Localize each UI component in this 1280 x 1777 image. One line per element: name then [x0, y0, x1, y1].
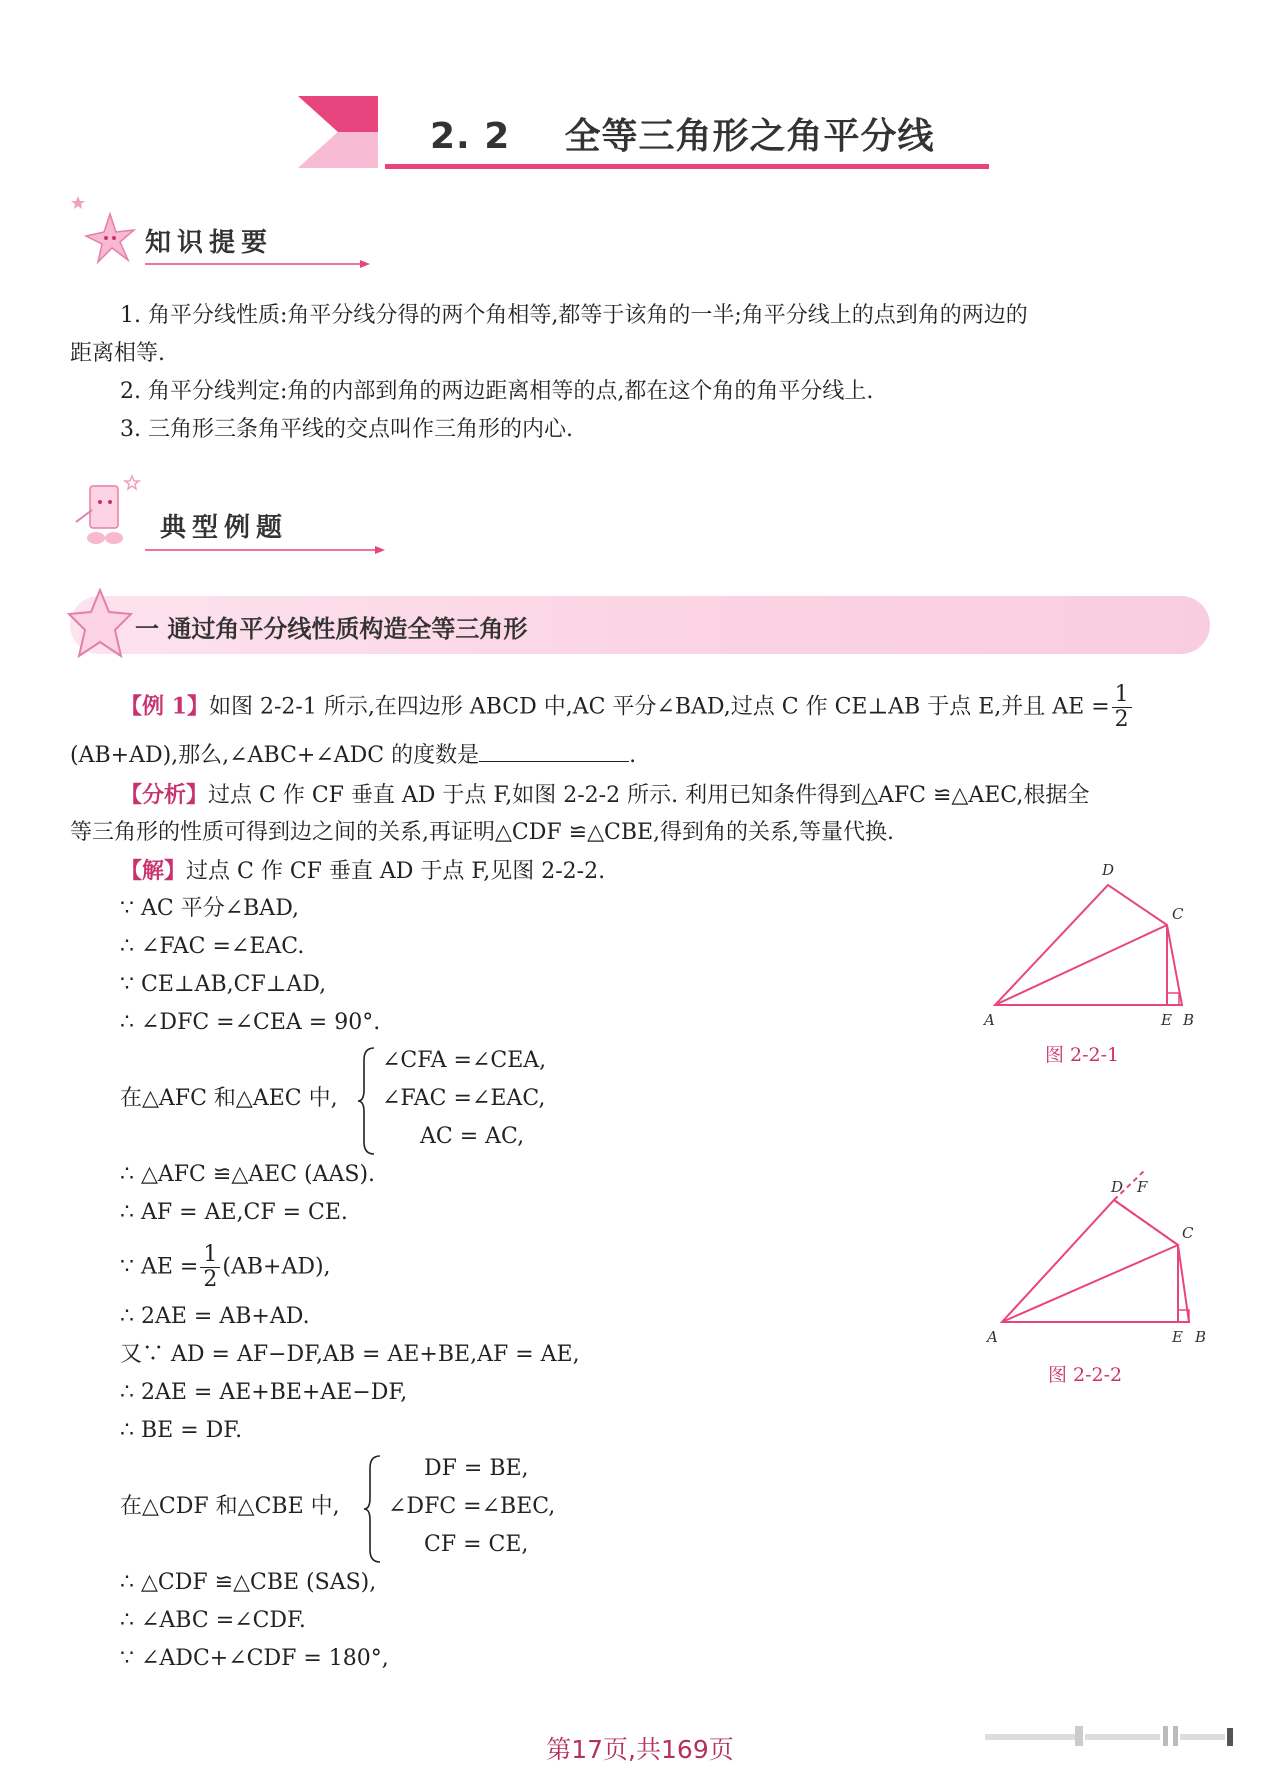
knowledge-item-2: 2. 角平分线判定:角的内部到角的两边距离相等的点,都在这个角的角平分线上.	[120, 379, 874, 404]
proof-step: ∴ BE = DF.	[120, 1418, 243, 1443]
proof-step-fraction	[120, 1243, 331, 1292]
example-1-text-2: (AB+AD),那么,∠ABC+∠ADC 的度数是	[70, 743, 480, 768]
system-2-row: DF = BE,	[424, 1456, 529, 1481]
analysis-line-2: 等三角形的性质可得到边之间的关系,再证明△CDF ≌△CBE,得到角的关系,等量代换.	[70, 820, 895, 845]
proof-step: ∵ ∠ADC+∠CDF = 180°,	[120, 1646, 389, 1671]
proof-step-fraction-suffix: (AB+AD),	[222, 1254, 331, 1280]
knowledge-header	[70, 192, 310, 262]
title-banner-icon	[298, 96, 378, 168]
knowledge-heading: 知识提要	[145, 228, 274, 258]
example-1-text: 如图 2-2-1 所示,在四边形 ABCD 中,AC 平分∠BAD,过点 C 作 CE⊥AB 于点 E,并且 AE =	[208, 694, 1110, 720]
heading-underline-arrow	[145, 260, 370, 268]
fig1-label-b: B	[1183, 1011, 1195, 1029]
example-1-line-1	[120, 683, 1134, 732]
page-counter: 第17页,共169页	[546, 1735, 734, 1764]
system-2-row: CF = CE,	[424, 1532, 529, 1557]
proof-step: ∵ AC 平分∠BAD,	[120, 896, 300, 921]
solution-intro-text: 过点 C 作 CF 垂直 AD 于点 F,见图 2-2-2.	[186, 859, 606, 884]
system-1	[382, 1042, 546, 1156]
proof-step: ∴ 2AE = AB+AD.	[120, 1304, 310, 1329]
left-brace	[356, 1046, 378, 1156]
title-text: 全等三角形之角平分线	[564, 116, 935, 157]
figure-2-2-2-caption: 图 2-2-2	[1048, 1364, 1123, 1386]
section-title: 一 通过角平分线性质构造全等三角形	[135, 615, 528, 643]
starfish-icon	[70, 192, 150, 272]
fig2-label-f: F	[1137, 1178, 1148, 1196]
knowledge-item-3: 3. 三角形三条角平线的交点叫作三角形的内心.	[120, 417, 573, 442]
fig2-label-b: B	[1195, 1328, 1207, 1345]
answer-blank	[479, 739, 629, 762]
proof-step: ∴ ∠DFC =∠CEA = 90°.	[120, 1010, 381, 1035]
proof-step: ∴ ∠FAC =∠EAC.	[120, 934, 305, 959]
fig2-label-d: D	[1111, 1178, 1124, 1196]
system-1-row: ∠FAC =∠EAC,	[382, 1086, 546, 1111]
fraction-denominator: 2	[1114, 707, 1129, 732]
left-brace	[362, 1454, 384, 1564]
fig1-label-e: E	[1161, 1011, 1172, 1029]
proof-step: ∴ △AFC ≌△AEC (AAS).	[120, 1162, 376, 1187]
fraction-numerator: 1	[1112, 683, 1132, 708]
example-tag: 【例 1】	[120, 693, 209, 720]
heading-underline-arrow	[145, 546, 385, 554]
proof-step: ∴ AF = AE,CF = CE.	[120, 1200, 348, 1225]
proof-step-fraction-prefix: ∵ AE =	[120, 1254, 199, 1280]
system-1-prefix: 在△AFC 和△AEC 中,	[120, 1086, 338, 1111]
knowledge-item-1-cont: 距离相等.	[70, 341, 165, 366]
system-2	[388, 1450, 555, 1564]
system-1-row: ∠CFA =∠CEA,	[382, 1048, 547, 1073]
analysis-line-1	[120, 776, 1089, 815]
examples-heading: 典型例题	[160, 513, 289, 543]
proof-step: ∴ 2AE = AE+BE+AE−DF,	[120, 1380, 408, 1405]
title-number: 2. 2	[430, 116, 511, 157]
fig2-label-e: E	[1172, 1328, 1183, 1345]
page-title	[430, 108, 934, 159]
fig2-label-a: A	[987, 1328, 998, 1345]
proof-step: ∴ △CDF ≌△CBE (SAS),	[120, 1570, 377, 1595]
star-badge-icon	[65, 586, 135, 662]
system-1-row: AC = AC,	[420, 1124, 525, 1149]
system-2-prefix: 在△CDF 和△CBE 中,	[120, 1494, 340, 1519]
fraction-denominator: 2	[203, 1267, 218, 1292]
proof-step: 又∵ AD = AF−DF,AB = AE+BE,AF = AE,	[120, 1342, 580, 1367]
proof-step: ∴ ∠ABC =∠CDF.	[120, 1608, 306, 1633]
figure-2-2-1	[975, 855, 1215, 1030]
analysis-tag: 【分析】	[120, 782, 209, 808]
fig1-label-c: C	[1172, 905, 1184, 923]
system-2-row: ∠DFC =∠BEC,	[388, 1494, 556, 1519]
title-underline	[385, 164, 989, 169]
pencil-character-icon	[70, 470, 150, 560]
example-1-line-2	[70, 737, 636, 775]
fraction-numerator: 1	[200, 1243, 220, 1268]
solution-tag: 【解】	[120, 858, 187, 884]
knowledge-item-1: 1. 角平分线性质:角平分线分得的两个角相等,都等于该角的一半;角平分线上的点到角的两边的	[120, 303, 1028, 328]
fig1-label-d: D	[1102, 861, 1115, 879]
fig1-label-a: A	[984, 1011, 995, 1029]
analysis-text: 过点 C 作 CF 垂直 AD 于点 F,如图 2-2-2 所示. 利用已知条件得到△AFC ≌△AEC,根据全	[208, 783, 1090, 808]
figure-2-2-1-caption: 图 2-2-1	[1045, 1044, 1120, 1066]
proof-step: ∵ CE⊥AB,CF⊥AD,	[120, 972, 327, 997]
fig2-label-c: C	[1182, 1224, 1194, 1242]
examples-header	[70, 470, 330, 560]
figure-2-2-2	[975, 1165, 1215, 1345]
example-1-period: .	[629, 743, 637, 768]
solution-intro	[120, 852, 605, 891]
